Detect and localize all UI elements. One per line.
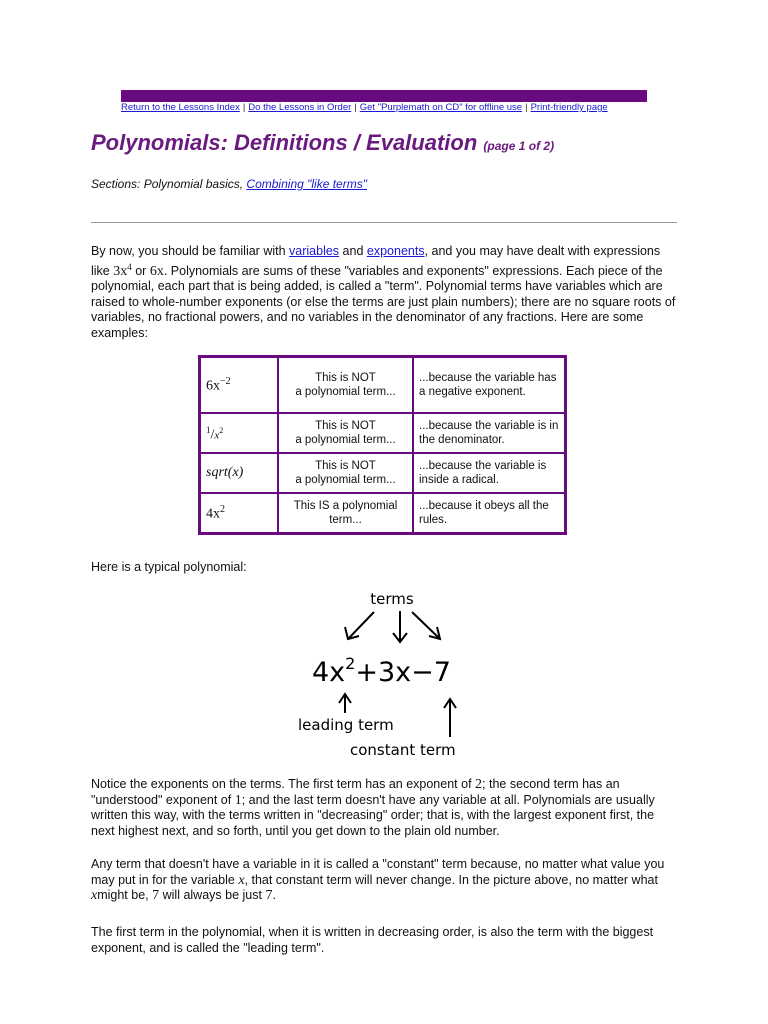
page-indicator: (page 1 of 2) — [483, 139, 555, 153]
paragraph-text: Any term that doesn't have a variable in it is called a "constant" term because, no matter what value you may put in for the variable — [91, 857, 665, 887]
constant-paragraph — [91, 857, 677, 904]
polynomial-expression: $4x^2+3x-7$ — [312, 654, 451, 688]
nav-separator: | — [354, 102, 357, 113]
example-reason: ...because the variable has a negative exponent. — [413, 357, 565, 413]
variables-link[interactable]: variables — [289, 244, 340, 258]
sections-prefix: Sections: Polynomial basics, — [91, 177, 244, 191]
table-row — [200, 453, 565, 493]
leading-term-label: leading term — [298, 716, 394, 734]
arrow-to-constant — [412, 612, 440, 639]
example-reason: ...because it obeys all the rules. — [413, 493, 565, 533]
combining-like-terms-link[interactable]: Combining "like terms" — [246, 177, 367, 191]
paragraph-text: , that constant term will never change. In the picture above, no matter what — [244, 872, 658, 887]
example-expression: $4x^2$ — [200, 493, 278, 533]
nav-separator: | — [242, 102, 246, 113]
header-bar — [121, 90, 647, 102]
example-expression: $^1/x^2$ — [200, 413, 278, 453]
horizontal-divider — [91, 222, 677, 223]
example-status: This is NOT a polynomial term... — [278, 453, 413, 493]
table-row — [200, 413, 565, 453]
page-title-text: Polynomials: Definitions / Evaluation — [91, 130, 478, 155]
intro-text: and — [342, 244, 364, 258]
lessons-in-order-link[interactable]: Do the Lessons in Order — [248, 102, 352, 113]
paragraph-text: ; and the last term doesn't have any variable at all. Polynomials are usually written this way, with the terms written in "decreasing" order; that is, with the largest exponent first, the next highest next, and so forth, until you get down to the plain old number. — [91, 792, 655, 838]
nav-separator: | — [525, 102, 528, 113]
exponents-paragraph — [91, 777, 677, 839]
return-to-index-link[interactable]: Return to the Lessons Index — [121, 102, 240, 113]
exponents-link[interactable]: exponents — [366, 244, 425, 258]
example-status: This is NOT a polynomial term... — [278, 357, 413, 413]
paragraph-text: might be, — [97, 888, 149, 902]
print-friendly-link[interactable]: Print-friendly page — [530, 102, 608, 113]
intro-text: , and you may have dealt with expressions like — [91, 244, 661, 278]
constant-term-label: constant term — [350, 741, 456, 759]
nav-links — [121, 102, 608, 113]
terms-label: terms — [370, 590, 414, 608]
math-number: 2 — [475, 777, 483, 792]
math-number: 7 — [152, 888, 160, 903]
math-number: 7 — [265, 888, 273, 903]
table-row — [200, 493, 565, 533]
typical-polynomial-label: Here is a typical polynomial: — [91, 560, 247, 574]
intro-text: By now, you should be familiar with — [91, 244, 286, 258]
example-expression: $6x^{-2}$ — [200, 357, 278, 413]
examples-table — [198, 355, 567, 535]
intro-text: or — [135, 263, 147, 278]
page-title — [91, 130, 554, 156]
intro-paragraph — [91, 244, 677, 341]
example-expression: sqrt(x) — [200, 453, 278, 493]
math-variable: x — [91, 888, 98, 903]
example-status: This is NOT a polynomial term... — [278, 413, 413, 453]
math-exponent: 4 — [127, 261, 132, 272]
arrow-to-leading — [348, 612, 374, 639]
example-status: This IS a polynomial term... — [278, 493, 413, 533]
math-expression: 3x — [113, 263, 128, 279]
paragraph-text: ; the second term has an "understood" exponent of — [91, 777, 620, 807]
example-reason: ...because the variable is in the denominator. — [413, 413, 565, 453]
math-number: 1 — [234, 792, 242, 808]
purplemath-cd-link[interactable]: Get "Purplemath on CD" for offline use — [359, 102, 523, 113]
paragraph-text: . — [272, 888, 276, 902]
polynomial-diagram — [290, 585, 490, 760]
math-expression: 6x — [149, 263, 164, 279]
table-row — [200, 357, 565, 413]
paragraph-text: Notice the exponents on the terms. The first term has an exponent of — [91, 777, 472, 791]
example-reason: ...because the variable is inside a radical. — [413, 453, 565, 493]
math-variable: x — [238, 872, 245, 888]
leading-term-paragraph: The first term in the polynomial, when it is written in decreasing order, is also the term with the biggest exponent, and is called the "leading term". — [91, 925, 654, 955]
intro-text: . Polynomials are sums of these "variables and exponents" expressions. Each piece of the polynomial, each part that is being added, is called a "term". Polynomial terms have variables which are raised to whole-number exponents (or else the terms are just plain numbers); there are no square roots of variables, no fractional powers, and no variables in the denominator of any fractions. Here are some examples: — [91, 263, 676, 340]
paragraph-text: will always be just — [162, 888, 262, 902]
sections-line — [91, 177, 367, 191]
